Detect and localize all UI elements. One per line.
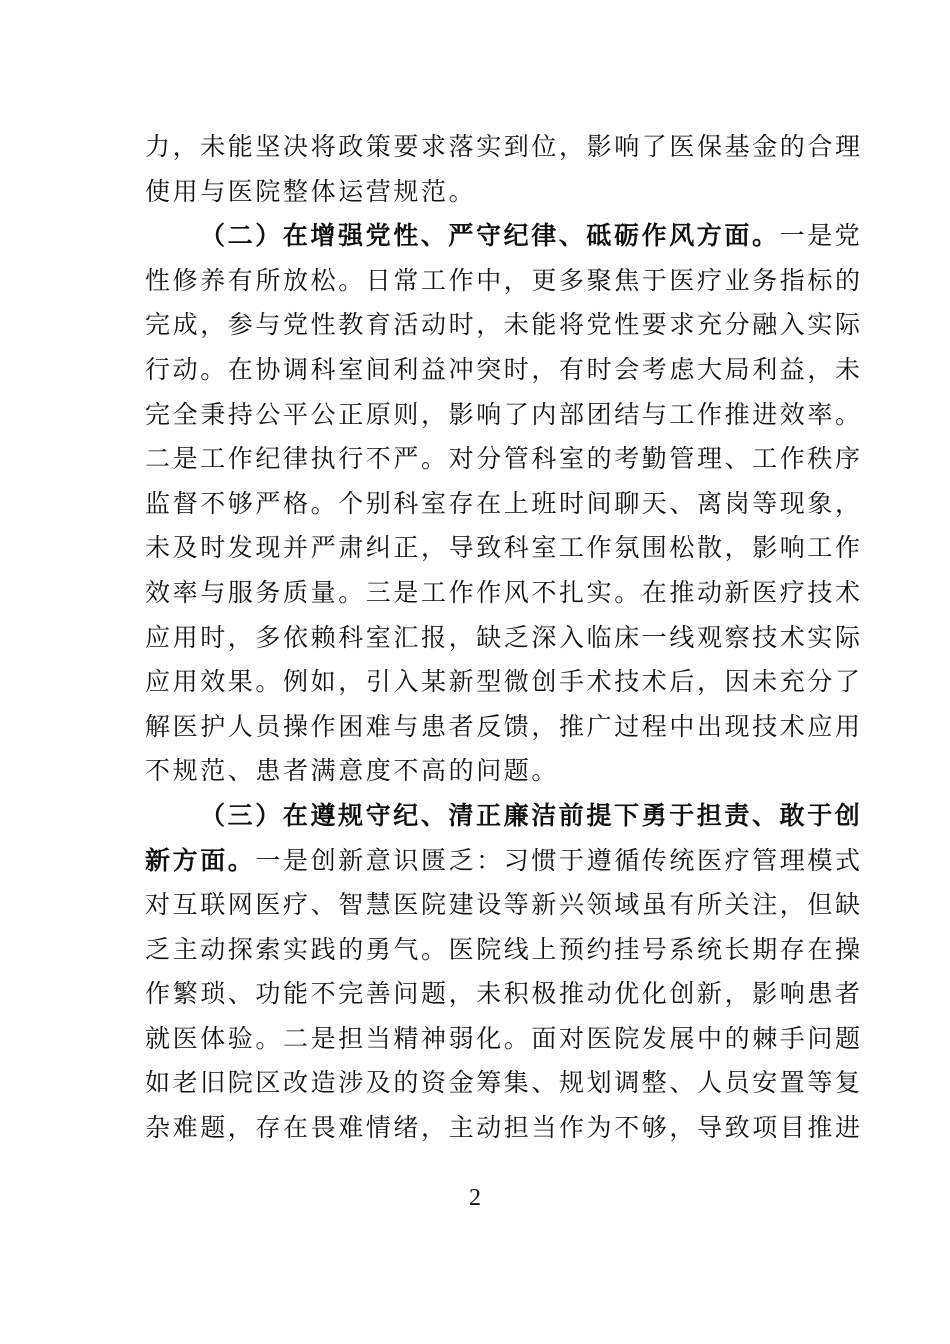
page-number: 2 — [469, 1185, 481, 1211]
body-text — [145, 125, 863, 1151]
text-line: 二是工作纪律执行不严。对分管科室的考勤管理、工作秩序 — [145, 444, 863, 474]
section-heading-line — [145, 839, 863, 884]
text-line: 杂难题，存在畏难情绪，主动担当作为不够，导致项目推进 — [145, 1113, 863, 1143]
text-line: 完全秉持公平公正原则，影响了内部团结与工作推进效率。 — [145, 399, 863, 429]
text-line: 应用时，多依赖科室汇报，缺乏深入临床一线观察技术实际 — [145, 622, 863, 652]
section-heading-3: （三）在遵规守纪、清正廉洁前提下勇于担责、敢于创 — [200, 800, 863, 830]
text-line: 使用与医院整体运营规范。 — [145, 176, 477, 206]
text-line: 如老旧院区改造涉及的资金筹集、规划调整、人员安置等复 — [145, 1068, 863, 1098]
text-line: 应用效果。例如，引入某新型微创手术技术后，因未充分了 — [145, 667, 863, 697]
text-line: 作繁琐、功能不完善问题，未积极推动优化创新，影响患者 — [145, 979, 863, 1009]
section-heading-line — [145, 214, 863, 259]
text-line: 效率与服务质量。三是工作作风不扎实。在推动新医疗技术 — [145, 577, 863, 607]
text-line: 对互联网医疗、智慧医院建设等新兴领域虽有所关注，但缺 — [145, 890, 863, 920]
text-line: 未及时发现并严肃纠正，导致科室工作氛围松散，影响工作 — [145, 533, 863, 563]
text-line: 力，未能坚决将政策要求落实到位，影响了医保基金的合理 — [145, 132, 863, 161]
text-run: 一是创新意识匮乏：习惯于遵循传统医疗管理模式 — [255, 845, 863, 875]
text-line: 监督不够严格。个别科室存在上班时间聊天、离岗等现象， — [145, 488, 863, 518]
text-run: 一是党 — [779, 221, 863, 251]
text-line: 不规范、患者满意度不高的问题。 — [145, 756, 560, 786]
text-line: 解医护人员操作困难与患者反馈，推广过程中出现技术应用 — [145, 711, 863, 741]
section-heading-3-end: 新方面。 — [145, 845, 256, 875]
text-line: 行动。在协调科室间利益冲突时，有时会考虑大局利益，未 — [145, 354, 863, 384]
section-heading-2: （二）在增强党性、严守纪律、砥砺作风方面。 — [200, 221, 780, 251]
text-line: 就医体验。二是担当精神弱化。面对医院发展中的棘手问题 — [145, 1023, 863, 1053]
text-line: 性修养有所放松。日常工作中，更多聚焦于医疗业务指标的 — [145, 265, 863, 295]
text-line: 完成，参与党性教育活动时，未能将党性要求充分融入实际 — [145, 310, 863, 340]
text-line: 乏主动探索实践的勇气。医院线上预约挂号系统长期存在操 — [145, 934, 863, 964]
